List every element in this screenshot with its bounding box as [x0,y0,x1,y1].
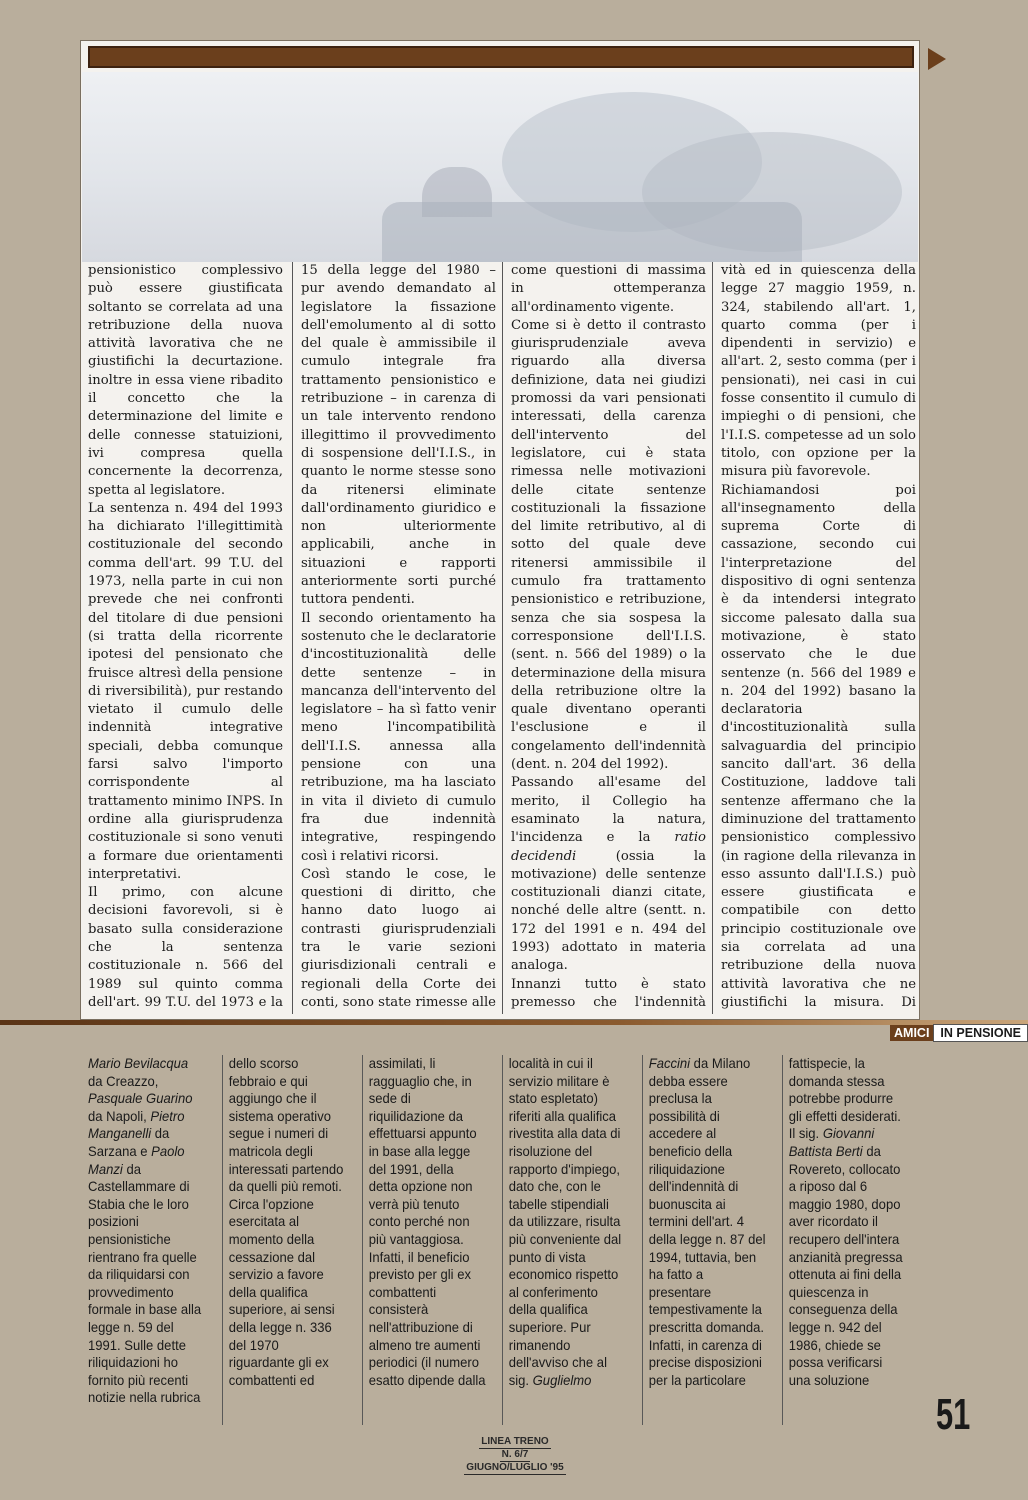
paragraph: Come si è detto il contrasto giurisprudenziale aveva riguardo alla diversa definizione, data nei giudizi promossi da vari pensionati interessati, della carenza dell'intervento del legislatore, cui è stata rimessa nelle motivazioni delle citate sentenze costituzionali la fissazione del limite retributivo, al di sotto del quale deve ritenersi ammissibile il cumulo fra trattamento pensionistico e retribuzione, senza che sia sospesa la corresponsione dell'I.I.S. (sent. n. 566 del 1989) o la determinazione della misura della retribuzione oltre la quale diventano operanti l'esclusione e il congelamento dell'indennità (dent. n. 204 del 1992). [511,317,706,773]
letters-column-4: località in cui il servizio militare è stato espletato) riferiti alla qualifica rivestita alla data di risoluzione del rapporto d'impiego, dato che, con le tabelle stipendiali da utilizzare, risulta più conveniente dal punto di vista economico rispetto al conferimento della qualifica superiore. Pur rimanendo dell'avviso che al sig. Guglielmo [502,1055,626,1425]
paragraph: Richiamandosi poi all'insegnamento della suprema Corte di cassazione, secondo cui l'interpretazione del dispositivo di ogni sentenza è da intendersi integrato siccome palesato dalla sua motivazione, è stato osservato che le due sentenze (n. 566 del 1989 e n. 204 del 1992) basano la declaratoria d'incostituzionalità sulla salvaguardia del principio sancito dall'art. 36 della Costituzione, laddove tali sentenze affermano che la diminuzione del trattamento pensionistico complessivo (in ragione della rilevanza in esso assunto dall'I.I.S.) può essere giustificata e compatibile con detto principio costituzionale ove sia correlata ad una retribuzione della nuova attività lavorativa che ne giustifichi la misura. Di [721,482,916,1010]
article-column-3 [502,262,706,1014]
section-label [890,1024,1028,1042]
paragraph: vità ed in quiescenza della legge 27 maggio 1959, n. 324, stabilendo all'art. 1, quarto comma (per i dipendenti in servizio) e all'art. 2, sesto comma (per i pensionati), nei casi in cui fosse consentito il cumulo di impieghi o di pensioni, che l'I.I.S. competesse ad un solo titolo, con opzione per la misura più favorevole. [721,263,916,480]
footer-date: GIUGNO/LUGLIO '95 [466,1462,564,1473]
footer-issue: N. 6/7 [501,1449,529,1460]
paragraph: La sentenza n. 494 del 1993 ha dichiarato l'illegittimità costituzionale del secondo comma dell'art. 99 T.U. del 1973, nella parte in cui non prevede che nei confronti del titolare di due pensioni (si tratta della ricorrente ipotesi del pensionato che fruisce altresì della pensione di riversibilità), pur restando vietato il cumulo delle indennità integrative speciali, debba comunque farsi salvo l'importo corrispondente al trattamento minimo INPS. In ordine alla giurisprudenza costituzionale si sono venuti a formare due orientamenti interpretativi. [88,500,283,882]
article-body [82,262,918,1014]
footer-magazine: LINEA TRENO [481,1436,549,1447]
section-label-amici: AMICI [890,1025,933,1041]
paragraph: Così stando le cose, le questioni di diritto, che hanno dato luogo ai contrasti giurisprudenziali tra le varie sezioni giurisdizionali centrali e regionali della Corte dei conti, sono state rimesse alle [301,866,496,1010]
page-number: 51 [936,1390,971,1439]
footer [440,1436,590,1475]
section-divider [0,1020,1028,1025]
article-column-4 [712,262,916,1014]
paragraph: Innanzi tutto è stato premesso che l'indennità [511,976,706,1010]
header-band [88,46,914,68]
letters-column-1: Mario Bevilacqua da Creazzo, Pasquale Guarino da Napoli, Pietro Manganelli da Sarzana e Paolo Manzi da Castellammare di Stabia che le loro posizioni pensionistiche rientrano fra quelle da riliquidarsi con provvedimento formale in base alla legge n. 59 del 1991. Sulle dette riliquidazioni ho fornito più recenti notizie nella rubrica [88,1056,202,1406]
section-label-pensione: IN PENSIONE [933,1024,1028,1042]
paragraph: Il primo, con alcune decisioni favorevoli, si è basato sulla considerazione che la sentenza costituzionale n. 566 del 1989 sul quinto comma dell'art. 99 T.U. del 1973 e la [88,885,283,1010]
letters-section [82,1055,918,1425]
letters-column-2: dello scorso febbraio e qui aggiungo che il sistema operativo segue i numeri di matricola degli interessati partendo da quelli più remoti. Circa l'opzione esercitata al momento della cessazione dal servizio a favore della qualifica superiore, ai sensi della legge n. 336 del 1970 riguardante gli ex combattenti ed [222,1055,346,1425]
letters-column-6: fattispecie, la domanda stessa potrebbe produrre gli effetti desiderati. Il sig. Giovanni Battista Berti da Rovereto, collocato a riposo dal 6 maggio 1980, dopo aver ricordato il recupero dell'intera anzianità pregressa ottenuta ai fini della quiescenza in conseguenza della legge n. 942 del 1986, chiede se possa verificarsi una soluzione [782,1055,906,1425]
paragraph: pensionistico complessivo può essere giustificata soltanto se correlata ad una retribuzione della nuova attività lavorativa che ne giustifichi la decurtazione. inoltre in essa viene ribadito il concetto che la determinazione del limite e delle connesse statuizioni, ivi compresa quella concernente la decorrenza, spetta al legislatore. [88,263,283,498]
article-column-1 [88,262,283,1014]
continue-arrow-icon [928,48,946,70]
letters-column-5: Faccini da Milano debba essere preclusa la possibilità di accedere al beneficio della riliquidazione dell'indennità di buonuscita ai termini dell'art. 4 della legge n. 87 del 1994, tuttavia, ben ha fatto a presentare tempestivamente la prescritta domanda. Infatti, in carenza di precise disposizioni per la particolare [642,1055,766,1425]
paragraph: Passando all'esame del merito, il Collegio ha esaminato la natura, l'incidenza e la ratio decidendi (ossia la motivazione) delle sentenze costituzionali dianzi citate, nonché delle altre (sentt. n. 172 del 1991 e n. 494 del 1993) adottato in materia analoga. [511,775,706,974]
header-photo [82,72,918,262]
paragraph: Il secondo orientamento ha sostenuto che le declaratorie d'incostituzionalità delle dette sentenze – in mancanza dell'intervento del legislatore – ha sì fatto venir meno l'incompatibilità dell'I.I.S. annessa alla pensione con una retribuzione, ma ha lasciato in vita il divieto di cumulo fra due indennità integrative, respingendo così i relativi ricorsi. [301,610,496,864]
letters-column-3: assimilati, li ragguaglio che, in sede di riquilidazione da effettuarsi appunto in base alla legge del 1991, della detta opzione non verrà più tenuto conto perché non più vantaggiosa. Infatti, il beneficio previsto per gli ex combattenti consisterà nell'attribuzione di almeno tre aumenti periodici (il numero esatto dipende dalla [362,1055,486,1425]
paragraph: come questioni di massima in ottemperanza all'ordinamento vigente. [511,263,706,315]
article-column-2 [292,262,496,1014]
paragraph: 15 della legge del 1980 – pur avendo demandato al legislatore la fissazione dell'emolumento al di sotto del quale è ammissibile il cumulo integrale fra trattamento pensionistico e retribuzione – in carenza di un tale intervento rendono illegittimo il provvedimento di sospensione dell'I.I.S., in quanto le norme stesse sono da ritenersi eliminate dall'ordinamento giuridico e non ulteriormente applicabili, anche in situazioni e rapporti anteriormente sorti purché tuttora pendenti. [301,263,496,608]
